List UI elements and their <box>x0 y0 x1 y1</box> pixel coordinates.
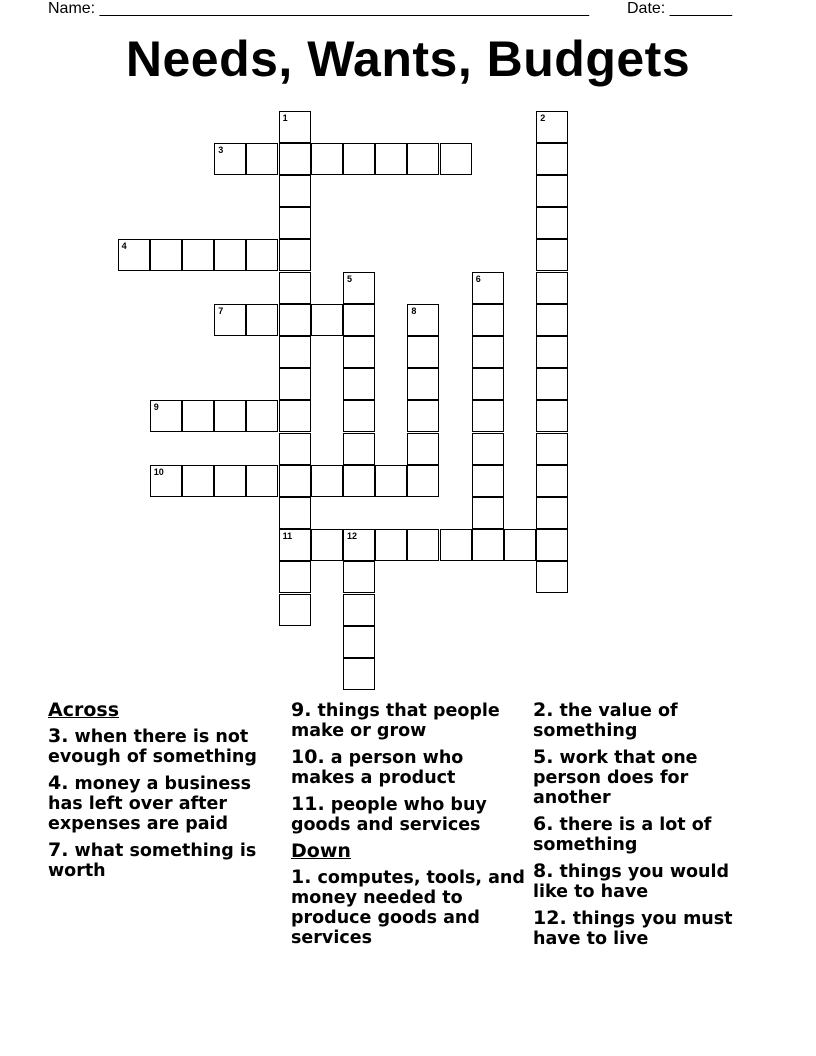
grid-cell[interactable] <box>536 529 568 561</box>
grid-cell[interactable] <box>536 465 568 497</box>
clue-number: 9 <box>153 402 159 413</box>
grid-cell[interactable] <box>536 272 568 304</box>
clue-number-label: 10. <box>291 746 325 768</box>
grid-cell[interactable] <box>246 400 278 432</box>
clue-item <box>533 861 768 902</box>
date-label: Date: <box>627 0 666 17</box>
clue-number: 10 <box>153 466 164 477</box>
clue-text: when there is not evough of something <box>48 727 257 767</box>
clue-text: computes, tools, and money needed to produce goods and services <box>291 868 525 948</box>
grid-cell[interactable] <box>472 304 504 336</box>
clue-number: 3 <box>218 144 224 155</box>
clue-item <box>291 794 526 835</box>
grid-cell[interactable] <box>182 239 214 271</box>
grid-cell[interactable] <box>182 465 214 497</box>
clue-number-label: 12. <box>533 907 567 929</box>
grid-cell[interactable] <box>536 304 568 336</box>
clue-number-label: 5. <box>533 746 554 768</box>
grid-cell[interactable] <box>279 497 311 529</box>
grid-cell[interactable] <box>150 400 182 432</box>
grid-cell[interactable] <box>472 336 504 368</box>
clue-text: there is a lot of something <box>533 815 712 855</box>
grid-cell[interactable] <box>343 433 375 465</box>
clue-item <box>533 747 768 808</box>
clue-number: 6 <box>475 273 481 284</box>
clue-text: work that one person does for another <box>533 748 698 808</box>
grid-cell[interactable] <box>246 143 278 175</box>
grid-cell[interactable] <box>440 143 472 175</box>
grid-cell[interactable] <box>343 336 375 368</box>
clue-number-label: 8. <box>533 860 554 882</box>
clue-number: 11 <box>282 531 293 542</box>
grid-cell[interactable] <box>407 529 439 561</box>
grid-cell[interactable] <box>279 304 311 336</box>
grid-cell[interactable] <box>182 400 214 432</box>
clue-number: 1 <box>282 112 288 123</box>
clue-item <box>533 908 768 949</box>
grid-cell[interactable] <box>150 239 182 271</box>
grid-cell[interactable] <box>504 529 536 561</box>
grid-cell[interactable] <box>279 465 311 497</box>
clue-item <box>291 867 526 948</box>
grid-cell[interactable] <box>279 143 311 175</box>
clue-number-label: 7. <box>48 839 69 861</box>
clue-number: 5 <box>347 273 353 284</box>
clue-text: things you must have to live <box>533 909 733 949</box>
grid-cell[interactable] <box>407 304 439 336</box>
grid-cell[interactable] <box>375 143 407 175</box>
grid-cell[interactable] <box>536 497 568 529</box>
grid-cell[interactable] <box>343 368 375 400</box>
grid-cell[interactable] <box>407 465 439 497</box>
grid-cell[interactable] <box>150 465 182 497</box>
grid-cell[interactable] <box>279 336 311 368</box>
grid-cell[interactable] <box>279 272 311 304</box>
clue-number: 2 <box>540 112 546 123</box>
grid-cell[interactable] <box>343 658 375 690</box>
grid-cell[interactable] <box>472 400 504 432</box>
grid-cell[interactable] <box>214 400 246 432</box>
grid-cell[interactable] <box>343 304 375 336</box>
clue-item <box>48 773 283 834</box>
grid-cell[interactable] <box>246 304 278 336</box>
grid-cell[interactable] <box>279 594 311 626</box>
grid-cell[interactable] <box>343 143 375 175</box>
clue-number-label: 11. <box>291 793 325 815</box>
grid-cell[interactable] <box>279 433 311 465</box>
grid-cell[interactable] <box>279 400 311 432</box>
page-title: Needs, Wants, Budgets <box>125 31 691 87</box>
section-heading: Down <box>291 840 351 862</box>
clue-column-2 <box>291 700 526 954</box>
grid-cell[interactable] <box>472 529 504 561</box>
clue-text: people who buy goods and services <box>291 795 487 835</box>
clue-number-label: 4. <box>48 772 69 794</box>
clue-number-label: 3. <box>48 725 69 747</box>
grid-cell[interactable] <box>472 368 504 400</box>
clue-number: 4 <box>121 241 127 252</box>
grid-cell[interactable] <box>214 465 246 497</box>
grid-cell[interactable] <box>343 272 375 304</box>
grid-cell[interactable] <box>407 143 439 175</box>
clue-text: things that people make or grow <box>291 701 500 741</box>
clue-text: money a business has left over after expenses are paid <box>48 774 252 834</box>
grid-cell[interactable] <box>279 239 311 271</box>
clue-number-label: 1. <box>291 866 312 888</box>
grid-cell[interactable] <box>343 626 375 658</box>
grid-cell[interactable] <box>536 336 568 368</box>
grid-cell[interactable] <box>343 465 375 497</box>
grid-cell[interactable] <box>536 400 568 432</box>
grid-cell[interactable] <box>375 529 407 561</box>
grid-cell[interactable] <box>536 561 568 593</box>
clue-text: a person who makes a product <box>291 748 464 788</box>
clue-item <box>533 814 768 855</box>
grid-cell[interactable] <box>472 433 504 465</box>
clue-item <box>48 726 283 767</box>
grid-cell[interactable] <box>279 111 311 143</box>
grid-cell[interactable] <box>311 143 343 175</box>
name-label: Name: <box>48 0 96 17</box>
grid-cell[interactable] <box>311 465 343 497</box>
grid-cell[interactable] <box>279 207 311 239</box>
grid-cell[interactable] <box>536 111 568 143</box>
grid-cell[interactable] <box>214 143 246 175</box>
clue-text: things you would like to have <box>533 862 730 902</box>
grid-cell[interactable] <box>118 239 150 271</box>
grid-cell[interactable] <box>246 239 278 271</box>
clue-number-label: 6. <box>533 813 554 835</box>
clue-number-label: 9. <box>291 699 312 721</box>
grid-cell[interactable] <box>311 304 343 336</box>
grid-cell[interactable] <box>343 529 375 561</box>
clue-item <box>48 840 283 881</box>
grid-cell[interactable] <box>279 529 311 561</box>
grid-cell[interactable] <box>246 465 278 497</box>
clue-item <box>533 700 768 741</box>
clue-text: the value of something <box>533 701 678 741</box>
grid-cell[interactable] <box>214 239 246 271</box>
grid-cell[interactable] <box>536 433 568 465</box>
clue-number: 7 <box>218 305 224 316</box>
grid-cell[interactable] <box>536 239 568 271</box>
clue-item <box>291 747 526 788</box>
grid-cell[interactable] <box>407 433 439 465</box>
grid-cell[interactable] <box>343 400 375 432</box>
grid-cell[interactable] <box>536 143 568 175</box>
section-heading: Across <box>48 699 120 721</box>
date-line: _______ <box>669 0 732 17</box>
clue-number: 12 <box>347 531 358 542</box>
grid-cell[interactable] <box>311 529 343 561</box>
grid-cell[interactable] <box>407 336 439 368</box>
grid-cell[interactable] <box>536 175 568 207</box>
grid-cell[interactable] <box>279 561 311 593</box>
grid-cell[interactable] <box>472 497 504 529</box>
clue-column-1 <box>48 700 283 887</box>
grid-cell[interactable] <box>472 465 504 497</box>
name-line: _______________________________________________________ <box>99 0 589 17</box>
grid-cell[interactable] <box>472 272 504 304</box>
grid-cell[interactable] <box>343 561 375 593</box>
clue-number-label: 2. <box>533 699 554 721</box>
grid-cell[interactable] <box>214 304 246 336</box>
grid-cell[interactable] <box>375 465 407 497</box>
grid-cell[interactable] <box>536 368 568 400</box>
clue-item <box>291 700 526 741</box>
grid-cell[interactable] <box>407 400 439 432</box>
clue-number: 8 <box>411 305 417 316</box>
clue-text: what something is worth <box>48 841 257 881</box>
grid-cell[interactable] <box>536 207 568 239</box>
grid-cell[interactable] <box>343 594 375 626</box>
grid-cell[interactable] <box>279 368 311 400</box>
grid-cell[interactable] <box>407 368 439 400</box>
grid-cell[interactable] <box>440 529 472 561</box>
grid-cell[interactable] <box>279 175 311 207</box>
clue-column-3 <box>533 700 768 955</box>
